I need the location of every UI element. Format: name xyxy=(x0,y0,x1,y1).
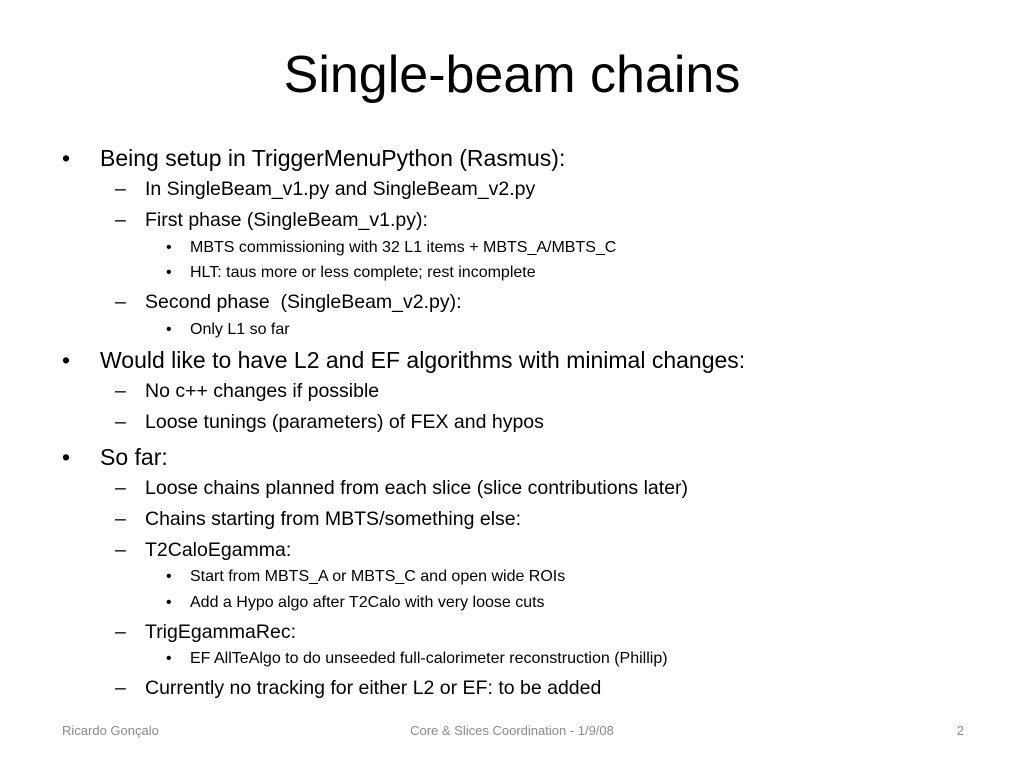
bullet-marker: – xyxy=(115,539,126,561)
bullet-text: Add a Hypo algo after T2Calo with very loose cuts xyxy=(190,594,545,611)
footer-center: Core & Slices Coordination - 1/9/08 xyxy=(410,723,614,738)
bullet-text: Loose tunings (parameters) of FEX and hypos xyxy=(145,411,544,433)
bullet-marker: – xyxy=(115,411,126,433)
bullet-text: Only L1 so far xyxy=(190,321,290,338)
bullet-marker: • xyxy=(166,321,172,338)
bullet-text: In SingleBeam_v1.py and SingleBeam_v2.py xyxy=(145,178,536,200)
slide-title: Single-beam chains xyxy=(283,46,741,104)
bullet-marker: – xyxy=(115,291,126,313)
bullet-text: Would like to have L2 and EF algorithms with minimal changes: xyxy=(100,347,746,373)
footer-author: Ricardo Gonçalo xyxy=(62,723,159,738)
bullet-text: HLT: taus more or less complete; rest incomplete xyxy=(190,264,536,281)
bullet-marker: • xyxy=(62,444,71,470)
bullet-marker: – xyxy=(115,178,126,200)
bullet-text: Being setup in TriggerMenuPython (Rasmus): xyxy=(100,145,566,171)
bullet-text: Second phase (SingleBeam_v2.py): xyxy=(145,291,462,313)
bullet-marker: • xyxy=(166,568,172,585)
bullet-text: So far: xyxy=(100,444,168,470)
bullet-marker: • xyxy=(166,239,172,256)
bullet-marker: – xyxy=(115,380,126,402)
bullet-text: T2CaloEgamma: xyxy=(145,539,292,561)
bullet-marker: – xyxy=(115,508,126,530)
bullet-marker: – xyxy=(115,209,126,231)
bullet-text: TrigEgammaRec: xyxy=(145,621,296,643)
bullet-marker: – xyxy=(115,477,126,499)
bullet-text: Loose chains planned from each slice (slice contributions later) xyxy=(145,477,689,499)
bullet-marker: – xyxy=(115,677,126,699)
bullet-text: EF AllTeAlgo to do unseeded full-calorimeter reconstruction (Phillip) xyxy=(190,650,668,667)
bullet-text: Chains starting from MBTS/something else: xyxy=(145,508,522,530)
bullet-marker: – xyxy=(115,621,126,643)
bullet-marker: • xyxy=(166,650,172,667)
footer-page-number: 2 xyxy=(956,723,964,738)
bullet-marker: • xyxy=(62,347,71,373)
bullet-text: No c++ changes if possible xyxy=(145,380,380,402)
bullet-marker: • xyxy=(166,594,172,611)
bullet-text: Currently no tracking for either L2 or EF: to be added xyxy=(145,677,602,699)
bullet-text: MBTS commissioning with 32 L1 items + MBTS_A/MBTS_C xyxy=(190,239,617,256)
bullet-marker: • xyxy=(166,264,172,281)
bullet-marker: • xyxy=(62,145,71,171)
bullet-text: First phase (SingleBeam_v1.py): xyxy=(145,209,428,231)
bullet-text: Start from MBTS_A or MBTS_C and open wide ROIs xyxy=(190,568,566,585)
